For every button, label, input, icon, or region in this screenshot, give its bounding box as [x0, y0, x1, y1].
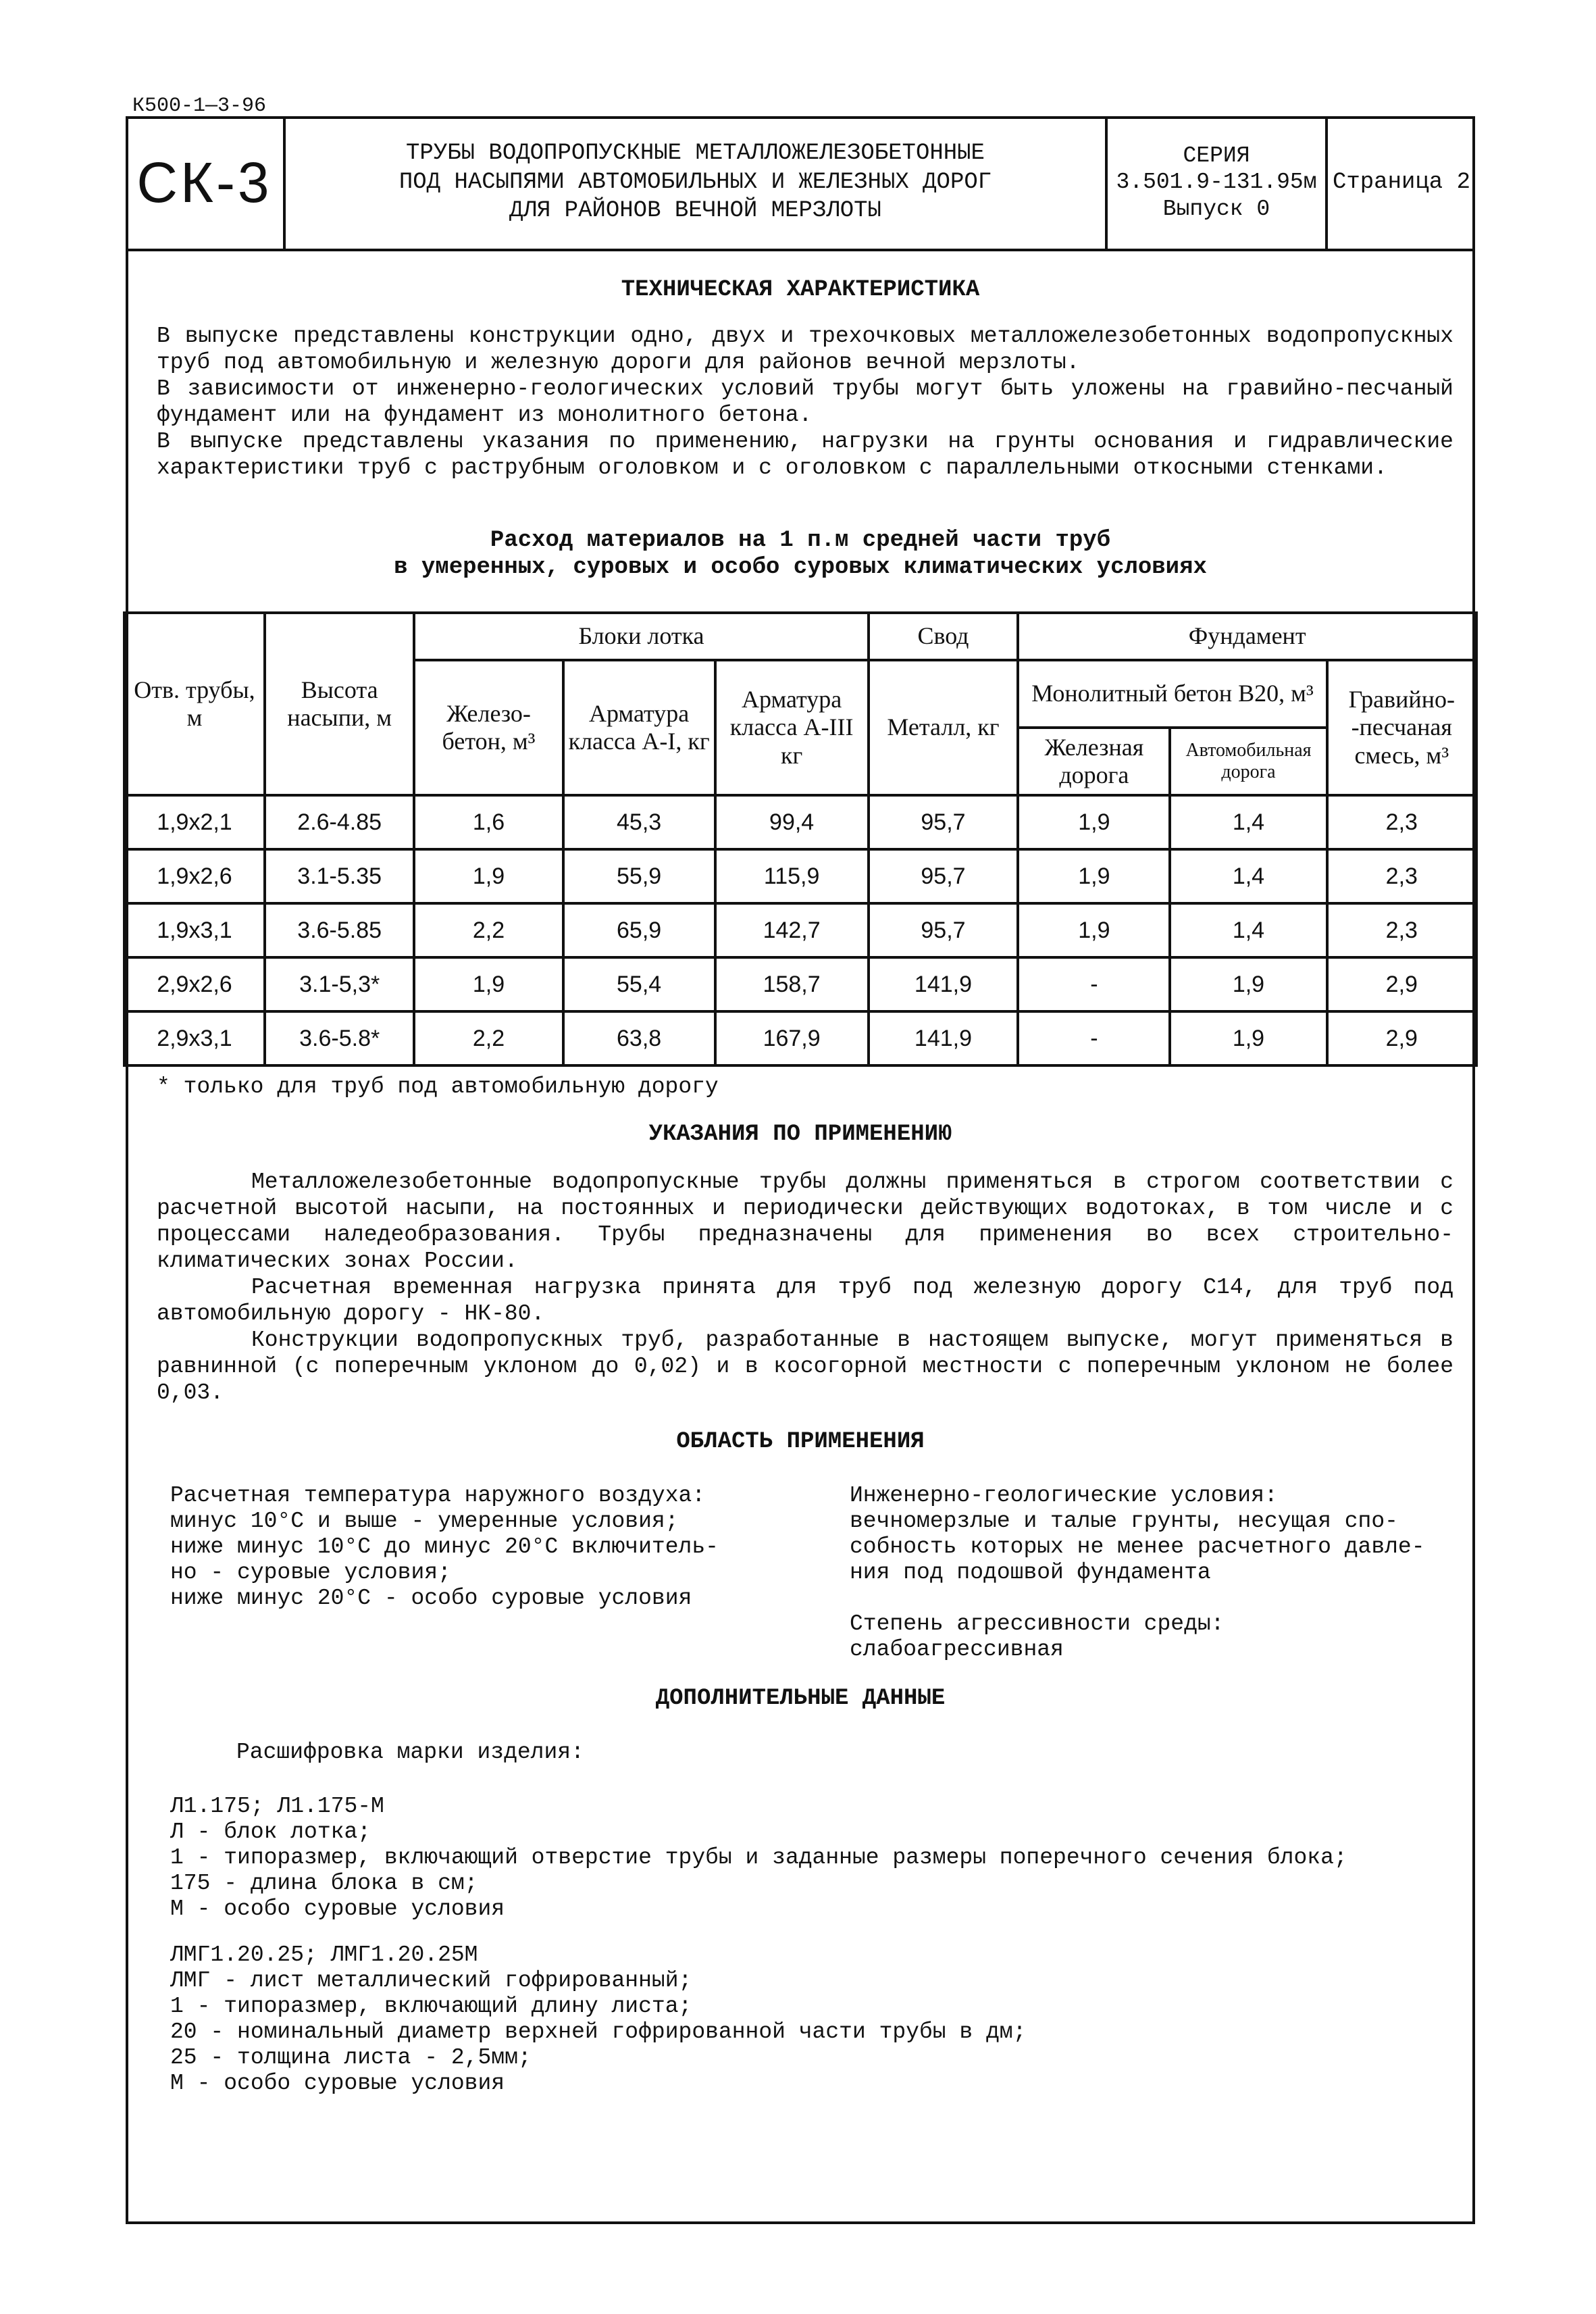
decode-line: ЛМГ - лист металлический гофрированный;	[170, 1968, 692, 1993]
cell: 45,3	[563, 795, 715, 849]
cell: 2,2	[414, 1011, 563, 1065]
col-header-pipe: Отв. трубы, м	[124, 613, 265, 795]
decode-line: 175 - длина блока в см;	[170, 1871, 478, 1896]
col-header-concrete: Железо- бетон, м³	[414, 660, 563, 795]
cell: 167,9	[715, 1011, 869, 1065]
cell: 1,9	[1170, 957, 1327, 1011]
paragraph: В зависимости от инженерно-геологических условий трубы могут быть уложены на гравийно-песчаный фундамент или на фундамент из монолитного бетона.	[157, 376, 1453, 428]
col-header-metal: Металл, кг	[869, 660, 1019, 795]
cell: 2,3	[1327, 903, 1476, 957]
cell: 65,9	[563, 903, 715, 957]
cell: 95,7	[869, 795, 1019, 849]
cell: 2,9	[1327, 957, 1476, 1011]
table-row	[124, 903, 1476, 957]
issue-number: Выпуск 0	[1162, 196, 1270, 222]
scope-section-title: ОБЛАСТЬ ПРИМЕНЕНИЯ	[676, 1429, 925, 1455]
usage-section-title: УКАЗАНИЯ ПО ПРИМЕНЕНИЮ	[648, 1122, 952, 1147]
title-line: ТРУБЫ ВОДОПРОПУСКНЫЕ МЕТАЛЛОЖЕЛЕЗОБЕТОННЫЕ	[406, 141, 985, 167]
cell: 2,9	[1327, 1011, 1476, 1065]
cell: 141,9	[869, 957, 1019, 1011]
table-row	[124, 1011, 1476, 1065]
document-code: СК-3	[126, 116, 286, 249]
cell: 3.1-5,3*	[265, 957, 415, 1011]
cell: -	[1018, 957, 1170, 1011]
cell: 1,9	[414, 849, 563, 903]
paragraph: Расчетная временная нагрузка принята для труб под железную дорогу С14, для труб под автомобильную дорогу - НК-80.	[157, 1275, 1453, 1326]
cell: 1,9x3,1	[124, 903, 265, 957]
cell: 141,9	[869, 1011, 1019, 1065]
scope-line: Инженерно-геологические условия:	[850, 1483, 1278, 1508]
title-line: ДЛЯ РАЙОНОВ ВЕЧНОЙ МЕРЗЛОТЫ	[509, 198, 881, 224]
materials-table	[123, 611, 1478, 1067]
table-row	[124, 795, 1476, 849]
table-row	[124, 957, 1476, 1011]
aggressiveness-label: Степень агрессивности среды:	[850, 1611, 1225, 1636]
scope-line: но - суровые условия;	[170, 1560, 451, 1585]
scope-line: ниже минус 10°С до минус 20°С включитель-	[170, 1534, 719, 1559]
series-label: СЕРИЯ	[1183, 143, 1250, 168]
cell: 1,4	[1170, 903, 1327, 957]
col-header-rebar-a3: Арматура класса А-III кг	[715, 660, 869, 795]
table-caption	[126, 527, 1475, 581]
cell: 1,6	[414, 795, 563, 849]
scope-line: минус 10°С и выше - умеренные условия;	[170, 1509, 679, 1534]
cell: 63,8	[563, 1011, 715, 1065]
mark-decode-block	[170, 1942, 1453, 2096]
table-row	[124, 849, 1476, 903]
cell: 2,9x3,1	[124, 1011, 265, 1065]
cell: 2,9x2,6	[124, 957, 265, 1011]
scope-geology	[850, 1483, 1458, 1663]
cell: 95,7	[869, 903, 1019, 957]
decode-line: 1 - типоразмер, включающий отверстие трубы и заданные размеры поперечного сечения блока;	[170, 1845, 1347, 1870]
cell: 1,9x2,6	[124, 849, 265, 903]
paragraph: Конструкции водопропускных труб, разработанные в настоящем выпуске, могут применяться в равнинной (с поперечным уклоном до 0,02) и в косогорной местности с поперечным уклоном не более 0,03.	[157, 1328, 1453, 1405]
usage-text	[157, 1169, 1453, 1406]
cell: 115,9	[715, 849, 869, 903]
cell: -	[1018, 1011, 1170, 1065]
scope-line: вечномерзлые и талые грунты, несущая спо-	[850, 1509, 1398, 1534]
page-number: Страница 2	[1332, 170, 1471, 195]
cell: 3.1-5.35	[265, 849, 415, 903]
title-block	[126, 116, 1475, 251]
document-stamp: К500-1—3-96	[132, 95, 267, 118]
table-caption-line: Расход материалов на 1 п.м средней части труб	[490, 528, 1111, 553]
document-title	[286, 116, 1108, 249]
col-header-rebar-a1: Арматура класса А-I, кг	[563, 660, 715, 795]
cell: 55,4	[563, 957, 715, 1011]
scope-line: Расчетная температура наружного воздуха:	[170, 1483, 706, 1508]
aggressiveness-value: слабоагрессивная	[850, 1637, 1064, 1662]
cell: 1,9x2,1	[124, 795, 265, 849]
decode-label: Расшифровка марки изделия:	[236, 1740, 584, 1765]
mark-decode-block	[170, 1794, 1453, 1922]
cell: 1,9	[414, 957, 563, 1011]
title-line: ПОД НАСЫПЯМИ АВТОМОБИЛЬНЫХ И ЖЕЛЕЗНЫХ ДОРОГ	[398, 169, 992, 195]
decode-line: Л1.175; Л1.175-М	[170, 1794, 384, 1819]
cell: 99,4	[715, 795, 869, 849]
scope-line: ниже минус 20°С - особо суровые условия	[170, 1586, 692, 1611]
col-header-blocks: Блоки лотка	[414, 613, 868, 660]
paragraph: В выпуске представлены конструкции одно, двух и трехочковых металложелезобетонных водопропускных труб под автомобильную и железную дороги для районов вечной мерзлоты.	[157, 324, 1453, 375]
series-number: 3.501.9-131.95м	[1116, 170, 1317, 195]
col-header-monolith: Монолитный бетон В20, м³	[1018, 660, 1327, 728]
cell: 1,9	[1170, 1011, 1327, 1065]
decode-line: М - особо суровые условия	[170, 1896, 505, 1921]
col-header-road: Автомобильная дорога	[1170, 728, 1327, 795]
paragraph: Металложелезобетонные водопропускные трубы должны применяться в строгом соответствии с расчетной высотой насыпи, на постоянных и периодически действующих водотоках, в том числе и с процессами наледеобразования. Трубы предназначены для применения во всех строительно-климатических зонах России.	[157, 1169, 1453, 1274]
col-header-railway: Железная дорога	[1018, 728, 1170, 795]
cell: 1,4	[1170, 849, 1327, 903]
cell: 1,9	[1018, 849, 1170, 903]
scope-line: собность которых не менее расчетного давле-	[850, 1534, 1425, 1559]
col-header-vault: Свод	[869, 613, 1019, 660]
extra-section-title: ДОПОЛНИТЕЛЬНЫЕ ДАННЫЕ	[655, 1686, 946, 1711]
decode-line: 20 - номинальный диаметр верхней гофрированной части трубы в дм;	[170, 2019, 1027, 2044]
cell: 95,7	[869, 849, 1019, 903]
cell: 2,3	[1327, 849, 1476, 903]
decode-line: М - особо суровые условия	[170, 2071, 505, 2096]
decode-line: Л - блок лотка;	[170, 1819, 371, 1844]
table-footnote: * только для труб под автомобильную дорогу	[157, 1074, 719, 1099]
series-info	[1108, 116, 1328, 249]
col-header-gravel: Гравийно- -песчаная смесь, м³	[1327, 660, 1476, 795]
decode-line: ЛМГ1.20.25; ЛМГ1.20.25М	[170, 1942, 478, 1967]
cell: 2,2	[414, 903, 563, 957]
col-header-foundation: Фундамент	[1018, 613, 1476, 660]
cell: 2,3	[1327, 795, 1476, 849]
cell: 1,9	[1018, 903, 1170, 957]
paragraph: В выпуске представлены указания по применению, нагрузки на грунты основания и гидравлические характеристики труб с раструбным оголовком и с оголовком с параллельными откосными стенками.	[157, 429, 1453, 480]
table-caption-line: в умеренных, суровых и особо суровых климатических условиях	[394, 555, 1207, 580]
tech-text	[157, 323, 1453, 481]
col-header-height: Высота насыпи, м	[265, 613, 415, 795]
scope-climate	[170, 1483, 778, 1611]
cell: 2.6-4.85	[265, 795, 415, 849]
tech-section-title: ТЕХНИЧЕСКАЯ ХАРАКТЕРИСТИКА	[621, 277, 980, 303]
cell: 142,7	[715, 903, 869, 957]
decode-line: 1 - типоразмер, включающий длину листа;	[170, 1994, 692, 2019]
decode-line: 25 - толщина листа - 2,5мм;	[170, 2045, 532, 2070]
cell: 158,7	[715, 957, 869, 1011]
cell: 1,4	[1170, 795, 1327, 849]
scope-line: ния под подошвой фундамента	[850, 1560, 1211, 1585]
cell: 3.6-5.8*	[265, 1011, 415, 1065]
cell: 55,9	[563, 849, 715, 903]
cell: 3.6-5.85	[265, 903, 415, 957]
cell: 1,9	[1018, 795, 1170, 849]
